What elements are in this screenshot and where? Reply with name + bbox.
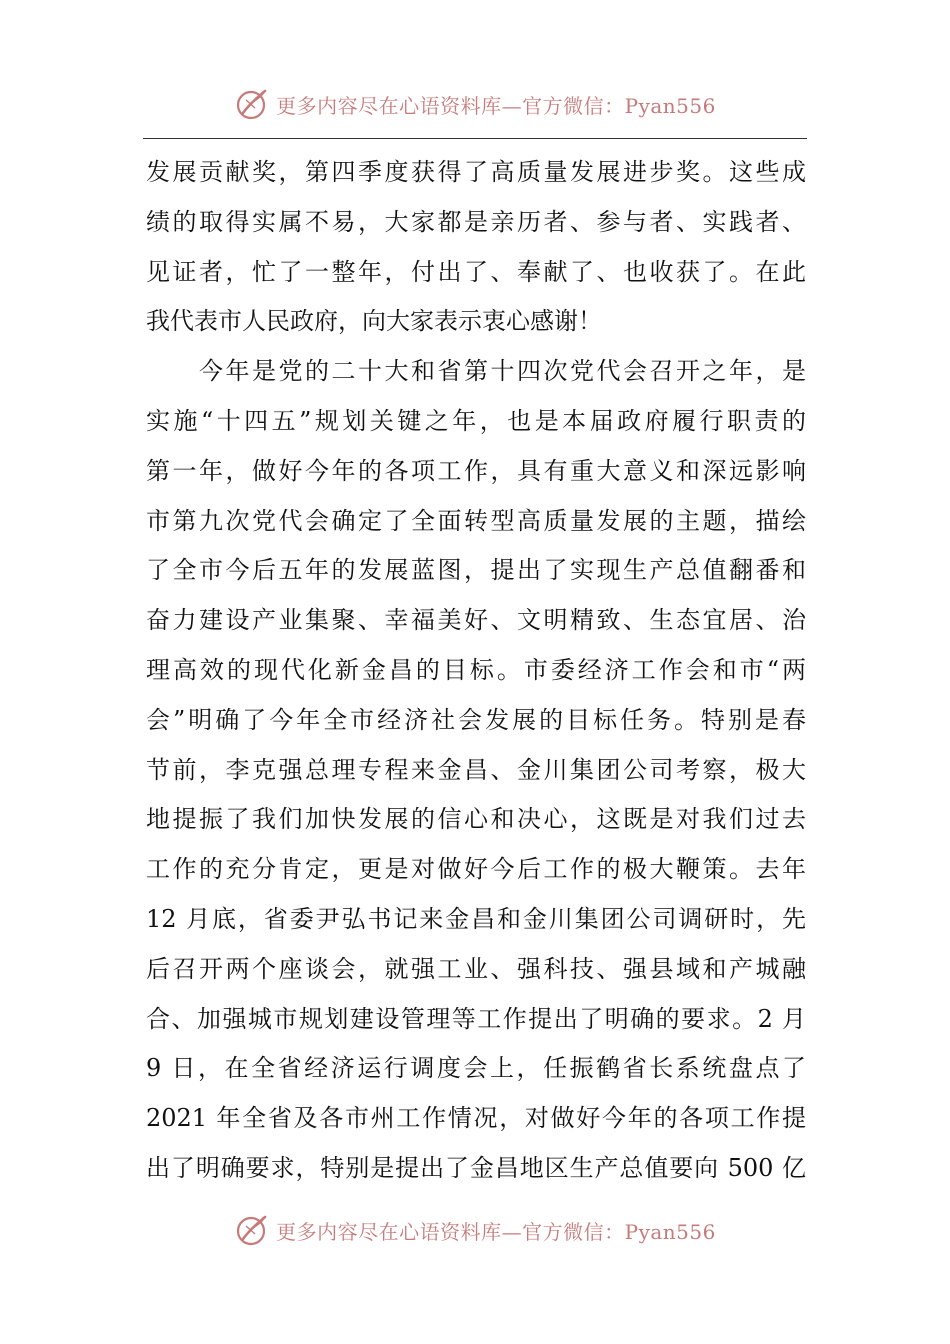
- text-line: 2021 年全省及各市州工作情况，对做好今年的各项工作提: [146, 1104, 806, 1133]
- text-line: 发展贡献奖，第四季度获得了高质量发展进步奖。这些成: [146, 158, 806, 186]
- text-line: 工作的充分肯定，更是对做好今后工作的极大鞭策。去年: [146, 855, 806, 884]
- text-line: 实施“十四五”规划关键之年，也是本届政府履行职责的: [146, 406, 806, 435]
- text-line: 第一年，做好今年的各项工作，具有重大意义和深远影响: [146, 456, 806, 485]
- quill-seal-icon: [234, 1212, 270, 1248]
- text-line: 市第九次党代会确定了全面转型高质量发展的主题，描绘: [146, 506, 806, 535]
- text-line: 绩的取得实属不易，大家都是亲历者、参与者、实践者、: [146, 207, 806, 236]
- text-line: 地提振了我们加快发展的信心和决心，这既是对我们过去: [146, 805, 806, 834]
- text-line: 理高效的现代化新金昌的目标。市委经济工作会和市“两: [146, 655, 806, 684]
- footer-watermark: [0, 1210, 950, 1250]
- footer-watermark-text: 更多内容尽在心语资料库—官方微信：Pyan556: [276, 1219, 716, 1244]
- header-watermark: [0, 84, 950, 124]
- quill-seal-icon: [234, 86, 270, 122]
- text-line: 后召开两个座谈会，就强工业、强科技、强县域和产城融: [146, 954, 806, 983]
- text-line: 节前，李克强总理专程来金昌、金川集团公司考察，极大: [146, 755, 806, 784]
- text-line: 合、加强城市规划建设管理等工作提出了明确的要求。2 月: [146, 1004, 806, 1033]
- document-body: [146, 148, 806, 1194]
- text-line: 了全市今后五年的发展蓝图，提出了实现生产总值翻番和: [146, 556, 806, 585]
- text-line: 奋力建设产业集聚、幸福美好、文明精致、生态宜居、治: [146, 606, 806, 635]
- text-line: 出了明确要求，特别是提出了金昌地区生产总值要向 500 亿: [146, 1153, 806, 1182]
- header-divider: [143, 138, 807, 139]
- text-line: 会”明确了今年全市经济社会发展的目标任务。特别是春: [146, 705, 806, 734]
- text-line: 12 月底，省委尹弘书记来金昌和金川集团公司调研时，先: [146, 904, 806, 933]
- text-line: 我代表市人民政府，向大家表示衷心感谢！: [146, 307, 602, 336]
- text-line: 今年是党的二十大和省第十四次党代会召开之年，是: [146, 357, 806, 386]
- text-line: 9 日，在全省经济运行调度会上，任振鹤省长系统盘点了: [146, 1054, 806, 1083]
- header-watermark-text: 更多内容尽在心语资料库—官方微信：Pyan556: [276, 93, 716, 118]
- text-line: 见证者，忙了一整年，付出了、奉献了、也收获了。在此: [146, 257, 806, 286]
